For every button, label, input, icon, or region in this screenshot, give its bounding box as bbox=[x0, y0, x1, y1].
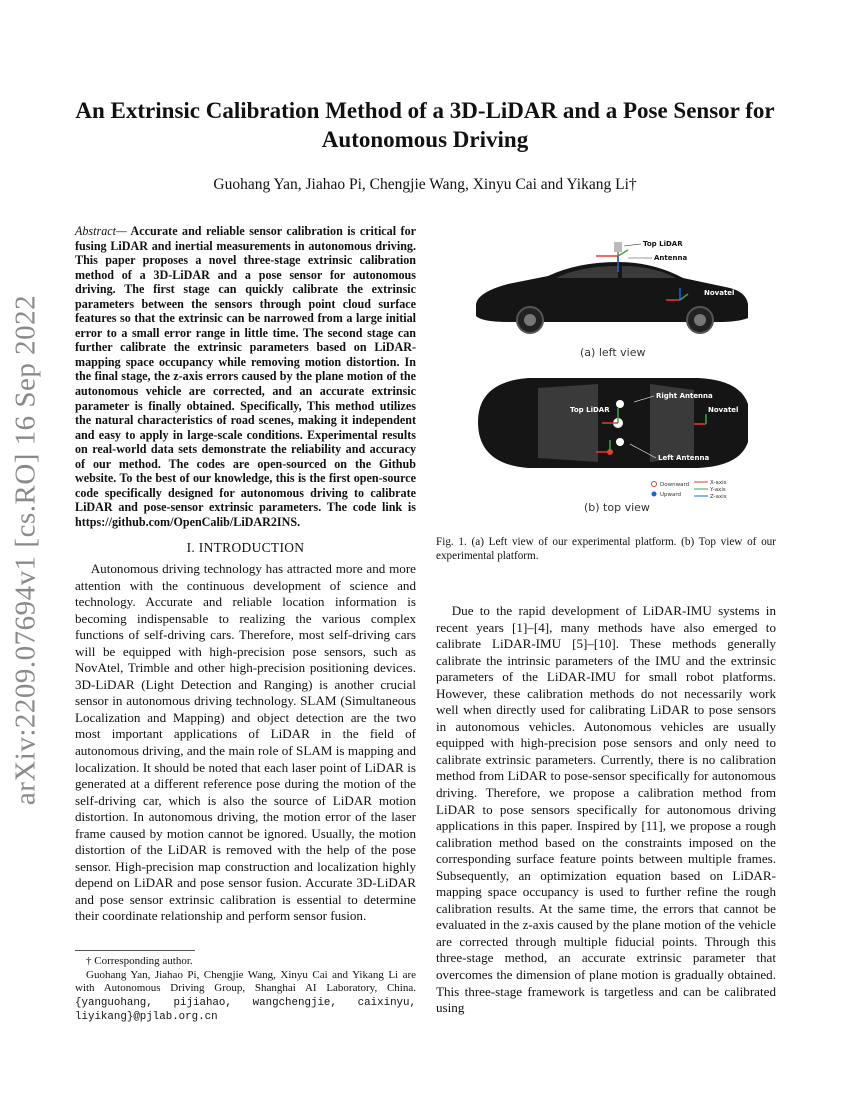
tag-right-antenna: Right Antenna bbox=[656, 392, 713, 400]
tag-left-antenna: Left Antenna bbox=[658, 454, 710, 462]
figure-1-caption: Fig. 1. (a) Left view of our experimental platform. (b) Top view of our experimental platform. bbox=[436, 536, 776, 562]
abstract bbox=[75, 224, 416, 529]
label-top-view: (b) top view bbox=[584, 501, 650, 514]
footnote-affiliation bbox=[75, 969, 416, 1025]
car-top-view bbox=[478, 378, 748, 468]
abstract-text: Accurate and reliable sensor calibration is critical for fusing LiDAR and inertial measurements in autonomous driving. This paper proposes a novel three-stage extrinsic calibration method of a 3D-LiDAR and a pose sensor for autonomous driving. The first stage can quickly calibrate the extrinsic parameters between the sensors through point cloud surface features so that the extrinsic can be narrowed from a large initial error to a small error range in little time. The second stage can further calibrate the extrinsic parameters based on LiDAR-mapping space occupancy while removing motion distortion. In the final stage, the z-axis errors caused by the plane motion of the autonomous vehicle are corrected, and an accurate extrinsic parameter is finally obtained. Specifically, This method utilizes the natural characteristics of road scenes, making it independent and easy to apply in large-scale conditions. Experimental results on real-world data sets demonstrate the reliability and accuracy of our method. The codes are open-sourced on the Github website. To the best of our knowledge, this is the first open-source code specifically designed for autonomous driving to calibrate LiDAR and pose-sensor extrinsic parameters. The code link is https://github.com/OpenCalib/LiDAR2INS. bbox=[75, 224, 416, 529]
right-paragraph: Due to the rapid development of LiDAR-IMU systems in recent years [1]–[4], many methods have also emerged to calibrate LiDAR-IMU [5]–[10]. These methods generally calibrate the intrinsic parameters of the IMU and the extrinsic parameters of the LiDAR-IMU for small robot platforms. However, these calibration methods do not necessarily work well when directly used for calibrating LiDAR to pose sensors in autonomous vehicles. Autonomous vehicles are usually equipped with high-precision pose sensors and only need to calibrate extrinsic parameters. Currently, there is no calibration method from LiDAR to pose-sensor specifically for autonomous driving. Therefore, we propose a calibration method from LiDAR to pose sensors specifically for autonomous driving applications in this paper. Inspired by [11], we propose a rough calibration method based on the constraints imposed on the corresponding surface feature points between multiple frames. Subsequently, an optimization equation based on LiDAR-mapping space occupancy is used to further refine the rough calibration results. At the same time, the errors that cannot be evaluated in the z-axis caused by the plane motion of the vehicle are corrected through multiple fiducial points. Through this three-stage method, an accurate extrinsic parameter that overcomes the dimension of plane motion is gradually obtained. This three-stage framework is targetless and can be calibrated using bbox=[436, 603, 776, 1016]
figure-1 bbox=[468, 232, 758, 522]
legend-y-axis: Y-axis bbox=[710, 487, 726, 493]
lidar-sensor-icon bbox=[614, 242, 622, 252]
footnote-corresponding: † Corresponding author. bbox=[86, 955, 193, 967]
tag-novatel-left: Novatel bbox=[704, 289, 735, 297]
car-left-view bbox=[476, 240, 748, 333]
intro-paragraph: Autonomous driving technology has attracted more and more attention with the continuous development of science and technology. Accurate and reliable location information is becoming indispensable to realizing the various complex functions of self-driving cars. Therefore, most self-driving cars will be equipped with high-precision pose sensors, such as NovAtel, Trimble and other high-precision positioning devices. 3D-LiDAR (Light Detection and Ranging) is another crucial sensor in autonomous driving technology. SLAM (Simultaneous Localization and Mapping) and object detection are the two most important applications of LiDAR in the field of autonomous driving, and the main role of SLAM is mapping and localization. It should be noted that each laser point of LiDAR is generated at a different reference pose during the motion of the self-driving car, which is also the source of LiDAR motion distortion. In autonomous driving, the motion error of the laser frame caused by motion cannot be ignored. Usually, the motion distortion of the LiDAR is removed with the help of the pose sensor. High-precision map construction and localization highly depend on LiDAR and pose sensor fusion. Accurate 3D-LiDAR and pose sensor extrinsic calibration is essential to determine their coordinate relationship and perform sensor fusion. bbox=[75, 561, 416, 924]
abstract-lead: Abstract— bbox=[75, 224, 127, 238]
section-heading-introduction: I. INTRODUCTION bbox=[186, 540, 305, 555]
tag-top-lidar-top: Top LiDAR bbox=[570, 406, 610, 414]
figure-legend bbox=[652, 480, 727, 500]
footnote-affiliation-text: Guohang Yan, Jiahao Pi, Chengjie Wang, Xinyu Cai and Yikang Li are with Autonomous Driving Group, Shanghai AI Laboratory, China. bbox=[75, 968, 416, 994]
tag-novatel-top: Novatel bbox=[708, 406, 739, 414]
arxiv-identifier bbox=[6, 290, 46, 810]
legend-downward: Downward bbox=[660, 482, 690, 488]
figure-1-graphic bbox=[468, 232, 758, 522]
right-column-body bbox=[436, 603, 776, 1017]
footnotes bbox=[75, 955, 416, 1025]
legend-z-axis: Z-axis bbox=[710, 494, 727, 500]
legend-upward: Upward bbox=[660, 492, 682, 498]
tag-top-lidar-left: Top LiDAR bbox=[643, 240, 683, 248]
tag-antenna-left: Antenna bbox=[654, 254, 688, 262]
paper-title: An Extrinsic Calibration Method of a 3D-LiDAR and a Pose Sensor for Autonomous Driving bbox=[75, 98, 775, 152]
label-left-view: (a) left view bbox=[580, 346, 646, 359]
footnote-emails: {yanguohang, pijiahao, wangchengjie, caixinyu, liyikang}@pjlab.org.cn bbox=[75, 996, 416, 1023]
author-list: Guohang Yan, Jiahao Pi, Chengjie Wang, Xinyu Cai and Yikang Li† bbox=[213, 176, 637, 193]
arxiv-identifier-text: arXiv:2209.07694v1 [cs.RO] 16 Sep 2022 bbox=[9, 294, 42, 806]
introduction-body bbox=[75, 561, 416, 925]
footnote-divider bbox=[75, 950, 195, 951]
legend-x-axis: X-axis bbox=[710, 480, 727, 486]
